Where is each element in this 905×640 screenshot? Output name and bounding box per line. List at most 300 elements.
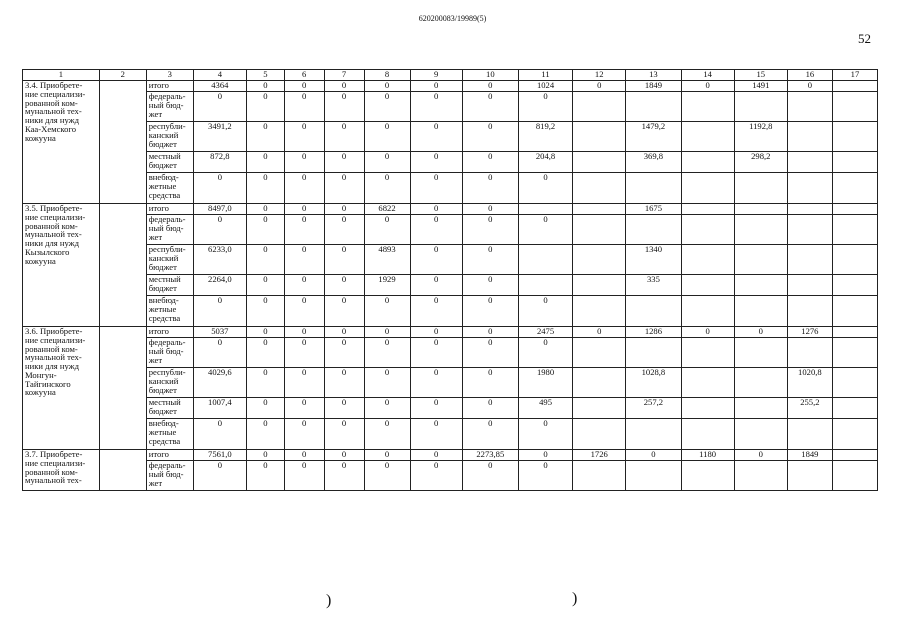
value-cell: 0 [462,398,518,419]
value-cell: 0 [284,461,324,491]
value-cell: 0 [246,152,284,173]
funding-source: республи- канский бюджет [146,122,193,152]
value-cell: 257,2 [626,398,681,419]
value-cell [681,419,734,450]
value-cell [832,81,877,92]
table-row [23,204,878,215]
col-header: 8 [364,70,410,81]
handwritten-mark: ) [572,590,578,607]
value-cell [573,296,626,327]
value-cell: 0 [462,204,518,215]
value-cell [681,398,734,419]
value-cell [626,173,681,204]
value-cell: 0 [246,122,284,152]
value-cell: 0 [284,245,324,275]
value-cell: 0 [364,81,410,92]
value-cell: 1849 [626,81,681,92]
value-cell: 0 [410,173,462,204]
value-cell: 0 [462,368,518,398]
value-cell: 495 [518,398,572,419]
value-cell: 0 [324,327,364,338]
value-cell [787,419,832,450]
value-cell: 1007,4 [193,398,246,419]
value-cell [681,338,734,368]
value-cell [734,215,787,245]
funding-source: федераль- ный бюд- жет [146,461,193,491]
value-cell: 0 [193,296,246,327]
value-cell: 298,2 [734,152,787,173]
measure-name: 3.7. Приобрете- ние специализи- рованной ком- мунальной тех- [23,450,100,491]
value-cell [573,338,626,368]
col2-cell [99,81,146,204]
header-row [23,70,878,81]
value-cell: 0 [410,81,462,92]
value-cell: 0 [324,461,364,491]
value-cell [518,204,572,215]
value-cell: 0 [246,215,284,245]
value-cell [681,173,734,204]
value-cell: 0 [364,450,410,461]
value-cell: 0 [410,92,462,122]
value-cell: 335 [626,275,681,296]
value-cell: 0 [324,81,364,92]
value-cell: 0 [462,81,518,92]
table-row [23,245,878,275]
document-id: 620200083/19989(5) [418,14,487,23]
value-cell: 0 [284,338,324,368]
value-cell: 0 [462,173,518,204]
value-cell [832,173,877,204]
value-cell: 2264,0 [193,275,246,296]
value-cell: 0 [518,338,572,368]
value-cell: 0 [284,296,324,327]
value-cell: 0 [410,122,462,152]
table-row [23,461,878,491]
value-cell [573,398,626,419]
value-cell: 0 [246,245,284,275]
value-cell: 0 [626,450,681,461]
table-row [23,173,878,204]
table-row [23,398,878,419]
value-cell [734,419,787,450]
value-cell [626,461,681,491]
value-cell [573,92,626,122]
value-cell: 0 [284,204,324,215]
measure-name: 3.6. Приобрете- ние специализи- рованной ком- мунальной тех- ники для нужд Монгун- Тайгинского кожууна [23,327,100,450]
value-cell: 0 [410,204,462,215]
value-cell [832,275,877,296]
value-cell: 0 [462,461,518,491]
col-header: 6 [284,70,324,81]
value-cell: 0 [324,338,364,368]
value-cell [681,152,734,173]
value-cell [787,275,832,296]
value-cell: 0 [324,450,364,461]
value-cell: 0 [410,245,462,275]
col-header: 9 [410,70,462,81]
value-cell [832,368,877,398]
value-cell [573,204,626,215]
funding-source: местный бюджет [146,398,193,419]
table-row [23,122,878,152]
col-header: 12 [573,70,626,81]
budget-table [22,69,878,491]
table-row [23,338,878,368]
col-header: 7 [324,70,364,81]
value-cell [787,338,832,368]
value-cell [573,215,626,245]
value-cell: 255,2 [787,398,832,419]
value-cell [681,204,734,215]
value-cell: 369,8 [626,152,681,173]
value-cell [626,296,681,327]
value-cell: 0 [734,450,787,461]
value-cell [734,461,787,491]
value-cell: 0 [787,81,832,92]
value-cell: 1180 [681,450,734,461]
col-header: 1 [23,70,100,81]
value-cell: 0 [193,173,246,204]
measure-name: 3.5. Приобрете- ние специализи- рованной ком- мунальной тех- ники для нужд Кызылского кожууна [23,204,100,327]
value-cell: 0 [324,204,364,215]
value-cell: 1286 [626,327,681,338]
value-cell: 0 [410,296,462,327]
funding-source: местный бюджет [146,275,193,296]
value-cell: 0 [246,450,284,461]
value-cell: 0 [410,327,462,338]
value-cell: 0 [462,215,518,245]
value-cell: 0 [518,461,572,491]
funding-source: внебюд- жетные средства [146,296,193,327]
value-cell [734,173,787,204]
value-cell: 0 [324,398,364,419]
value-cell [734,296,787,327]
value-cell [734,245,787,275]
value-cell: 1020,8 [787,368,832,398]
col-header: 2 [99,70,146,81]
value-cell: 0 [364,327,410,338]
funding-source: итого [146,81,193,92]
value-cell [832,327,877,338]
value-cell [681,461,734,491]
value-cell [832,398,877,419]
value-cell [573,368,626,398]
value-cell: 0 [462,92,518,122]
value-cell [573,461,626,491]
value-cell: 0 [246,296,284,327]
col-header: 16 [787,70,832,81]
col2-cell [99,204,146,327]
value-cell: 0 [462,327,518,338]
col-header: 14 [681,70,734,81]
value-cell: 204,8 [518,152,572,173]
col-header: 4 [193,70,246,81]
funding-source: внебюд- жетные средства [146,173,193,204]
value-cell: 0 [410,152,462,173]
value-cell: 0 [573,327,626,338]
value-cell: 0 [410,419,462,450]
funding-source: итого [146,450,193,461]
value-cell [787,173,832,204]
value-cell: 0 [284,368,324,398]
value-cell [626,338,681,368]
value-cell: 8497,0 [193,204,246,215]
value-cell: 0 [246,338,284,368]
value-cell [832,461,877,491]
value-cell [832,215,877,245]
col-header: 17 [832,70,877,81]
value-cell [787,152,832,173]
col-header: 13 [626,70,681,81]
value-cell: 0 [284,173,324,204]
value-cell: 0 [410,368,462,398]
value-cell: 0 [364,368,410,398]
value-cell [832,245,877,275]
value-cell [734,275,787,296]
value-cell [734,398,787,419]
value-cell: 0 [364,338,410,368]
funding-source: республи- канский бюджет [146,245,193,275]
value-cell [626,419,681,450]
value-cell: 0 [324,92,364,122]
value-cell [787,296,832,327]
value-cell: 0 [324,419,364,450]
table-row [23,81,878,92]
value-cell: 0 [518,215,572,245]
value-cell: 0 [364,461,410,491]
value-cell: 0 [462,419,518,450]
value-cell: 0 [462,275,518,296]
value-cell: 4893 [364,245,410,275]
value-cell: 0 [193,461,246,491]
funding-source: федераль- ный бюд- жет [146,215,193,245]
measure-name: 3.4. Приобрете- ние специализи- рованной ком- мунальной тех- ники для нужд Каа-Хемского кожууна [23,81,100,204]
col-header: 10 [462,70,518,81]
table-row [23,450,878,461]
value-cell: 0 [364,92,410,122]
value-cell: 0 [193,338,246,368]
value-cell: 0 [284,81,324,92]
value-cell: 1192,8 [734,122,787,152]
value-cell: 1479,2 [626,122,681,152]
funding-source: местный бюджет [146,152,193,173]
value-cell: 0 [324,245,364,275]
funding-source: федераль- ный бюд- жет [146,338,193,368]
col2-cell [99,327,146,450]
value-cell [573,275,626,296]
value-cell [626,92,681,122]
value-cell: 0 [410,215,462,245]
value-cell: 1726 [573,450,626,461]
value-cell: 1849 [787,450,832,461]
value-cell: 0 [284,122,324,152]
value-cell: 0 [573,81,626,92]
value-cell [787,204,832,215]
col-header: 5 [246,70,284,81]
value-cell: 0 [734,327,787,338]
table-row [23,368,878,398]
value-cell: 0 [364,419,410,450]
value-cell: 0 [518,296,572,327]
value-cell: 0 [681,81,734,92]
value-cell: 0 [364,398,410,419]
value-cell [787,215,832,245]
value-cell: 0 [364,122,410,152]
value-cell: 0 [410,450,462,461]
value-cell [832,338,877,368]
value-cell: 0 [246,327,284,338]
table-row [23,215,878,245]
value-cell [734,92,787,122]
value-cell: 0 [364,296,410,327]
col-header: 11 [518,70,572,81]
value-cell [681,215,734,245]
value-cell [518,275,572,296]
value-cell: 0 [324,215,364,245]
value-cell: 0 [284,152,324,173]
value-cell: 0 [284,450,324,461]
value-cell [734,204,787,215]
value-cell: 0 [246,204,284,215]
table-row [23,296,878,327]
value-cell [518,245,572,275]
value-cell: 0 [462,338,518,368]
value-cell: 0 [284,275,324,296]
value-cell: 0 [462,296,518,327]
value-cell: 0 [324,152,364,173]
value-cell: 6822 [364,204,410,215]
value-cell: 0 [246,92,284,122]
value-cell: 0 [284,327,324,338]
value-cell: 0 [324,173,364,204]
value-cell [681,92,734,122]
value-cell: 0 [324,122,364,152]
value-cell: 0 [410,398,462,419]
value-cell: 1929 [364,275,410,296]
value-cell: 1028,8 [626,368,681,398]
value-cell: 0 [193,419,246,450]
value-cell: 1024 [518,81,572,92]
value-cell: 0 [462,122,518,152]
value-cell: 0 [324,275,364,296]
value-cell [734,368,787,398]
value-cell: 0 [462,152,518,173]
table-row [23,275,878,296]
value-cell: 0 [324,296,364,327]
value-cell [681,275,734,296]
funding-source: итого [146,204,193,215]
value-cell [626,215,681,245]
value-cell [573,122,626,152]
value-cell: 5037 [193,327,246,338]
value-cell: 1276 [787,327,832,338]
value-cell: 2475 [518,327,572,338]
value-cell: 0 [246,368,284,398]
value-cell [832,92,877,122]
value-cell: 0 [364,173,410,204]
value-cell: 4029,6 [193,368,246,398]
value-cell [573,245,626,275]
value-cell [734,338,787,368]
value-cell: 4364 [193,81,246,92]
page-number: 52 [858,31,871,46]
value-cell: 1675 [626,204,681,215]
funding-source: федераль- ный бюд- жет [146,92,193,122]
value-cell: 3491,2 [193,122,246,152]
table-row [23,419,878,450]
value-cell: 0 [193,92,246,122]
funding-source: республи- канский бюджет [146,368,193,398]
value-cell: 0 [246,461,284,491]
value-cell [681,296,734,327]
value-cell: 0 [246,81,284,92]
value-cell: 819,2 [518,122,572,152]
value-cell: 0 [410,275,462,296]
value-cell [832,419,877,450]
value-cell: 0 [364,215,410,245]
col-header: 3 [146,70,193,81]
value-cell [681,368,734,398]
value-cell: 0 [246,173,284,204]
value-cell [832,296,877,327]
col2-cell [99,450,146,491]
value-cell [681,245,734,275]
value-cell: 0 [193,215,246,245]
value-cell: 7561,0 [193,450,246,461]
value-cell: 0 [364,152,410,173]
value-cell: 1340 [626,245,681,275]
value-cell [787,122,832,152]
value-cell: 0 [246,398,284,419]
value-cell: 0 [284,398,324,419]
value-cell: 872,8 [193,152,246,173]
value-cell [787,245,832,275]
value-cell [787,92,832,122]
table-row [23,327,878,338]
value-cell [832,122,877,152]
value-cell [573,152,626,173]
value-cell: 0 [410,338,462,368]
value-cell: 0 [462,245,518,275]
funding-source: итого [146,327,193,338]
col-header: 15 [734,70,787,81]
value-cell [573,419,626,450]
value-cell [787,461,832,491]
value-cell: 0 [284,92,324,122]
value-cell [832,450,877,461]
value-cell: 0 [284,215,324,245]
value-cell: 0 [246,419,284,450]
value-cell: 0 [681,327,734,338]
value-cell [832,152,877,173]
value-cell: 2273,85 [462,450,518,461]
value-cell [573,173,626,204]
table-row [23,152,878,173]
value-cell: 0 [518,92,572,122]
value-cell: 1980 [518,368,572,398]
table-row [23,92,878,122]
value-cell [832,204,877,215]
value-cell: 0 [410,461,462,491]
value-cell: 0 [518,173,572,204]
handwritten-mark: ) [326,592,332,609]
value-cell: 0 [518,419,572,450]
value-cell: 0 [246,275,284,296]
value-cell: 1491 [734,81,787,92]
value-cell: 6233,0 [193,245,246,275]
value-cell: 0 [324,368,364,398]
funding-source: внебюд- жетные средства [146,419,193,450]
